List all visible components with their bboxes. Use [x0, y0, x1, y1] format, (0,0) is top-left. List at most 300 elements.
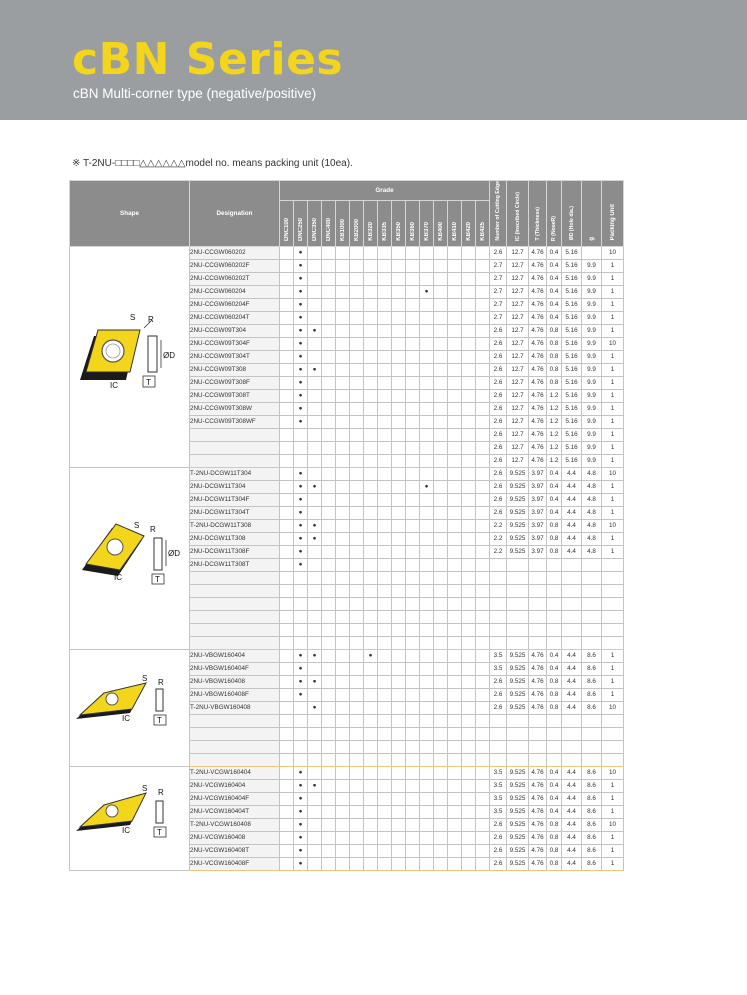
grade-cell	[322, 545, 336, 558]
grade-cell	[378, 324, 392, 337]
spec-packing-unit-cell: 1	[602, 675, 624, 688]
grade-cell	[434, 285, 448, 298]
grade-cell	[322, 389, 336, 402]
designation-cell	[190, 636, 280, 649]
grade-cell	[364, 727, 378, 740]
spec-g-cell: 9.9	[582, 363, 602, 376]
grade-cell	[462, 324, 476, 337]
grade-cell	[280, 298, 294, 311]
grade-cell	[462, 688, 476, 701]
grade-cell	[336, 467, 350, 480]
spec-ic-cell	[507, 740, 529, 753]
grade-cell	[294, 506, 308, 519]
grade-cell	[322, 792, 336, 805]
grade-cell	[448, 311, 462, 324]
grade-cell	[406, 272, 420, 285]
grade-cell	[322, 519, 336, 532]
grade-cell	[336, 428, 350, 441]
spec-hole-dia-cell	[562, 623, 582, 636]
grade-cell	[420, 714, 434, 727]
designation-cell	[190, 454, 280, 467]
spec-edges-cell: 2.2	[490, 545, 507, 558]
spec-packing-unit-cell	[602, 623, 624, 636]
grade-cell	[350, 857, 364, 870]
spec-ic-cell: 12.7	[507, 454, 529, 467]
grade-cell	[378, 831, 392, 844]
grade-cell	[336, 857, 350, 870]
spec-ic-cell: 12.7	[507, 285, 529, 298]
grade-cell	[392, 649, 406, 662]
grade-cell	[364, 480, 378, 493]
spec-g-cell	[582, 753, 602, 766]
grade-cell	[280, 818, 294, 831]
grade-cell	[378, 519, 392, 532]
spec-thickness-cell	[529, 740, 547, 753]
spec-hole-dia-cell	[562, 740, 582, 753]
spec-edges-cell: 2.6	[490, 415, 507, 428]
spec-ic-cell: 9.525	[507, 480, 529, 493]
grade-cell	[336, 376, 350, 389]
grade-cell	[280, 441, 294, 454]
grade-cell	[476, 675, 490, 688]
availability-dot-icon: ●	[298, 807, 303, 815]
grade-cell	[294, 636, 308, 649]
grade-cell	[448, 324, 462, 337]
grade-cell	[294, 831, 308, 844]
grade-cell	[448, 467, 462, 480]
grade-cell	[406, 246, 420, 259]
grade-cell	[462, 597, 476, 610]
grade-cell	[420, 727, 434, 740]
spec-packing-unit-cell	[602, 727, 624, 740]
grade-cell	[364, 428, 378, 441]
grade-cell	[308, 701, 322, 714]
grade-cell	[462, 337, 476, 350]
grade-cell	[420, 792, 434, 805]
grade-cell	[364, 623, 378, 636]
grade-cell	[434, 324, 448, 337]
grade-cell	[364, 246, 378, 259]
grade-cell	[434, 558, 448, 571]
grade-cell	[476, 480, 490, 493]
grade-cell	[434, 402, 448, 415]
grade-cell	[420, 818, 434, 831]
spec-edges-cell: 2.6	[490, 467, 507, 480]
designation-cell: 2NU-VBGW160408	[190, 675, 280, 688]
spec-g-cell: 4.8	[582, 519, 602, 532]
spec-thickness-cell	[529, 623, 547, 636]
grade-cell	[476, 818, 490, 831]
grade-cell	[476, 415, 490, 428]
spec-g-cell	[582, 246, 602, 259]
spec-thickness-cell	[529, 610, 547, 623]
grade-cell	[420, 363, 434, 376]
grade-cell	[280, 610, 294, 623]
grade-cell	[392, 857, 406, 870]
grade-cell	[392, 324, 406, 337]
spec-thickness-cell: 4.76	[529, 311, 547, 324]
grade-cell	[476, 558, 490, 571]
spec-hole-dia-cell: 5.16	[562, 402, 582, 415]
grade-cell	[476, 545, 490, 558]
grade-cell	[280, 454, 294, 467]
grade-cell	[406, 285, 420, 298]
grade-cell	[322, 649, 336, 662]
grade-cell	[308, 402, 322, 415]
spec-thickness-cell: 4.76	[529, 805, 547, 818]
spec-nose-r-cell	[547, 558, 562, 571]
availability-dot-icon: ●	[312, 677, 317, 685]
grade-cell	[280, 584, 294, 597]
spec-hole-dia-cell: 4.4	[562, 844, 582, 857]
spec-g-cell	[582, 636, 602, 649]
grade-cell	[308, 519, 322, 532]
table-row	[70, 467, 624, 480]
spec-nose-r-cell: 0.8	[547, 844, 562, 857]
spec-ic-cell	[507, 636, 529, 649]
grade-cell	[420, 610, 434, 623]
grade-cell	[336, 844, 350, 857]
grade-cell	[350, 636, 364, 649]
spec-g-cell: 8.6	[582, 779, 602, 792]
spec-thickness-cell	[529, 558, 547, 571]
grade-cell	[322, 259, 336, 272]
spec-packing-unit-cell: 1	[602, 688, 624, 701]
shape-label-t: T	[155, 575, 160, 585]
grade-cell	[392, 701, 406, 714]
grade-cell	[378, 766, 392, 779]
spec-nose-r-cell: 0.8	[547, 532, 562, 545]
grade-cell	[322, 285, 336, 298]
spec-edges-cell	[490, 597, 507, 610]
grade-cell	[322, 610, 336, 623]
grade-cell	[378, 545, 392, 558]
spec-nose-r-cell: 0.4	[547, 298, 562, 311]
grade-cell	[420, 662, 434, 675]
spec-ic-cell: 9.525	[507, 493, 529, 506]
grade-cell	[462, 805, 476, 818]
spec-packing-unit-cell: 1	[602, 350, 624, 363]
col-nose-r: R (NoseR)	[547, 181, 562, 247]
grade-cell	[392, 636, 406, 649]
spec-ic-cell: 9.525	[507, 844, 529, 857]
spec-hole-dia-cell: 4.4	[562, 545, 582, 558]
grade-cell	[280, 493, 294, 506]
col-grade-dnc250: DNC250	[294, 201, 308, 246]
shape-cell	[70, 649, 190, 766]
spec-thickness-cell	[529, 636, 547, 649]
grade-cell	[294, 675, 308, 688]
spec-hole-dia-cell: 5.16	[562, 415, 582, 428]
grade-cell	[350, 480, 364, 493]
grade-cell	[462, 714, 476, 727]
grade-cell	[308, 532, 322, 545]
spec-hole-dia-cell: 4.4	[562, 480, 582, 493]
grade-cell	[280, 727, 294, 740]
grade-cell	[336, 753, 350, 766]
grade-cell	[406, 597, 420, 610]
grade-cell	[448, 402, 462, 415]
grade-cell	[476, 766, 490, 779]
designation-cell: 2NU-DCGW11T308T	[190, 558, 280, 571]
grade-cell	[448, 259, 462, 272]
grade-cell	[322, 584, 336, 597]
grade-cell	[392, 545, 406, 558]
grade-cell	[350, 402, 364, 415]
spec-thickness-cell: 4.76	[529, 415, 547, 428]
shape-label-r: R	[158, 677, 164, 687]
grade-cell	[434, 389, 448, 402]
availability-dot-icon: ●	[298, 482, 303, 490]
grade-cell	[364, 467, 378, 480]
grade-cell	[294, 337, 308, 350]
availability-dot-icon: ●	[298, 365, 303, 373]
grade-cell	[350, 701, 364, 714]
grade-cell	[476, 740, 490, 753]
grade-cell	[448, 831, 462, 844]
grade-cell	[406, 493, 420, 506]
grade-cell	[434, 649, 448, 662]
grade-cell	[392, 623, 406, 636]
grade-cell	[294, 610, 308, 623]
spec-nose-r-cell: 0.8	[547, 857, 562, 870]
grade-cell	[280, 428, 294, 441]
grade-cell	[420, 688, 434, 701]
spec-ic-cell: 9.525	[507, 467, 529, 480]
grade-cell	[350, 415, 364, 428]
col-grade-kb400: KB400	[434, 201, 448, 246]
spec-edges-cell: 2.2	[490, 532, 507, 545]
availability-dot-icon: ●	[312, 521, 317, 529]
spec-hole-dia-cell: 4.4	[562, 818, 582, 831]
availability-dot-icon: ●	[298, 521, 303, 529]
grade-cell	[420, 441, 434, 454]
grade-cell	[476, 584, 490, 597]
spec-edges-cell	[490, 571, 507, 584]
spec-nose-r-cell	[547, 636, 562, 649]
grade-cell	[378, 675, 392, 688]
grade-cell	[420, 558, 434, 571]
grade-cell	[462, 610, 476, 623]
grade-cell	[364, 649, 378, 662]
grade-cell	[350, 324, 364, 337]
grade-cell	[294, 285, 308, 298]
grade-cell	[392, 688, 406, 701]
grade-cell	[350, 805, 364, 818]
grade-cell	[336, 389, 350, 402]
grade-cell	[322, 376, 336, 389]
grade-cell	[336, 519, 350, 532]
col-edges: Number of Cutting Edge	[490, 181, 507, 247]
grade-cell	[308, 844, 322, 857]
grade-cell	[420, 571, 434, 584]
grade-cell	[476, 337, 490, 350]
grade-cell	[364, 636, 378, 649]
grade-cell	[420, 324, 434, 337]
grade-cell	[462, 441, 476, 454]
grade-cell	[420, 493, 434, 506]
spec-edges-cell: 2.7	[490, 285, 507, 298]
grade-cell	[322, 818, 336, 831]
grade-cell	[364, 311, 378, 324]
availability-dot-icon: ●	[298, 274, 303, 282]
spec-ic-cell: 9.525	[507, 506, 529, 519]
spec-nose-r-cell: 0.8	[547, 363, 562, 376]
spec-packing-unit-cell: 1	[602, 402, 624, 415]
designation-cell	[190, 584, 280, 597]
spec-packing-unit-cell: 10	[602, 766, 624, 779]
grade-cell	[308, 454, 322, 467]
spec-thickness-cell: 3.97	[529, 545, 547, 558]
spec-g-cell: 4.8	[582, 532, 602, 545]
designation-cell: 2NU-VCGW160408T	[190, 844, 280, 857]
grade-cell	[448, 636, 462, 649]
spec-thickness-cell: 3.97	[529, 519, 547, 532]
spec-thickness-cell: 4.76	[529, 285, 547, 298]
col-grade-dnc100: DNC100	[280, 201, 294, 246]
grade-cell	[448, 701, 462, 714]
grade-cell	[308, 727, 322, 740]
grade-cell	[322, 363, 336, 376]
grade-cell	[434, 701, 448, 714]
grade-cell	[336, 792, 350, 805]
shape-cell	[70, 467, 190, 649]
grade-cell	[420, 844, 434, 857]
spec-g-cell: 9.9	[582, 350, 602, 363]
grade-cell	[392, 519, 406, 532]
grade-cell	[308, 493, 322, 506]
grade-cell	[308, 597, 322, 610]
availability-dot-icon: ●	[298, 846, 303, 854]
grade-cell	[420, 779, 434, 792]
spec-thickness-cell: 4.76	[529, 402, 547, 415]
grade-cell	[378, 753, 392, 766]
grade-cell	[364, 454, 378, 467]
availability-dot-icon: ●	[312, 534, 317, 542]
grade-cell	[378, 298, 392, 311]
col-grade-kb1000: KB1000	[336, 201, 350, 246]
grade-cell	[364, 519, 378, 532]
grade-cell	[406, 805, 420, 818]
grade-cell	[476, 506, 490, 519]
grade-cell	[434, 454, 448, 467]
grade-cell	[308, 571, 322, 584]
spec-thickness-cell: 4.76	[529, 831, 547, 844]
spec-thickness-cell: 4.76	[529, 337, 547, 350]
spec-packing-unit-cell	[602, 584, 624, 597]
grade-cell	[406, 701, 420, 714]
grade-cell	[476, 246, 490, 259]
grade-cell	[448, 428, 462, 441]
grade-cell	[392, 766, 406, 779]
grade-cell	[448, 584, 462, 597]
spec-hole-dia-cell: 4.4	[562, 467, 582, 480]
grade-cell	[294, 792, 308, 805]
grade-cell	[448, 844, 462, 857]
spec-ic-cell	[507, 597, 529, 610]
grade-cell	[364, 376, 378, 389]
grade-cell	[336, 311, 350, 324]
spec-g-cell: 9.9	[582, 311, 602, 324]
spec-ic-cell: 12.7	[507, 441, 529, 454]
grade-cell	[448, 805, 462, 818]
grade-cell	[406, 415, 420, 428]
grade-cell	[350, 454, 364, 467]
spec-packing-unit-cell: 1	[602, 428, 624, 441]
grade-cell	[462, 467, 476, 480]
grade-cell	[322, 753, 336, 766]
designation-cell	[190, 610, 280, 623]
spec-g-cell: 9.9	[582, 272, 602, 285]
spec-edges-cell: 2.6	[490, 350, 507, 363]
spec-nose-r-cell: 0.4	[547, 246, 562, 259]
grade-cell	[462, 831, 476, 844]
grade-cell	[322, 480, 336, 493]
grade-cell	[392, 740, 406, 753]
spec-thickness-cell: 4.76	[529, 857, 547, 870]
designation-cell: 2NU-CCGW09T304	[190, 324, 280, 337]
grade-cell	[420, 636, 434, 649]
grade-cell	[476, 597, 490, 610]
grade-cell	[448, 558, 462, 571]
spec-packing-unit-cell: 1	[602, 389, 624, 402]
grade-cell	[476, 402, 490, 415]
spec-hole-dia-cell: 4.4	[562, 532, 582, 545]
grade-cell	[322, 428, 336, 441]
grade-cell	[336, 831, 350, 844]
grade-cell	[434, 246, 448, 259]
grade-cell	[406, 727, 420, 740]
grade-cell	[350, 337, 364, 350]
grade-cell	[322, 298, 336, 311]
spec-nose-r-cell: 0.8	[547, 324, 562, 337]
grade-cell	[378, 506, 392, 519]
availability-dot-icon: ●	[298, 651, 303, 659]
grade-cell	[336, 402, 350, 415]
col-ic: IC (Inscribed Circle)	[507, 181, 529, 247]
grade-cell	[420, 675, 434, 688]
spec-edges-cell	[490, 636, 507, 649]
grade-cell	[280, 350, 294, 363]
grade-cell	[322, 558, 336, 571]
grade-cell	[434, 337, 448, 350]
grade-cell	[322, 831, 336, 844]
col-grade-kb370: KB370	[420, 201, 434, 246]
spec-g-cell: 4.8	[582, 480, 602, 493]
grade-cell	[420, 350, 434, 363]
grade-cell	[406, 350, 420, 363]
grade-cell	[336, 818, 350, 831]
grade-cell	[448, 519, 462, 532]
grade-cell	[462, 363, 476, 376]
spec-nose-r-cell: 0.8	[547, 701, 562, 714]
grade-cell	[378, 688, 392, 701]
grade-cell	[434, 298, 448, 311]
grade-cell	[434, 597, 448, 610]
spec-nose-r-cell: 0.4	[547, 259, 562, 272]
availability-dot-icon: ●	[298, 300, 303, 308]
spec-hole-dia-cell: 4.4	[562, 766, 582, 779]
col-shape: Shape	[70, 181, 190, 247]
availability-dot-icon: ●	[298, 781, 303, 789]
spec-packing-unit-cell: 1	[602, 441, 624, 454]
grade-cell	[350, 246, 364, 259]
spec-nose-r-cell: 1.2	[547, 415, 562, 428]
spec-nose-r-cell: 0.4	[547, 493, 562, 506]
grade-cell	[322, 272, 336, 285]
grade-cell	[434, 480, 448, 493]
grade-cell	[364, 779, 378, 792]
